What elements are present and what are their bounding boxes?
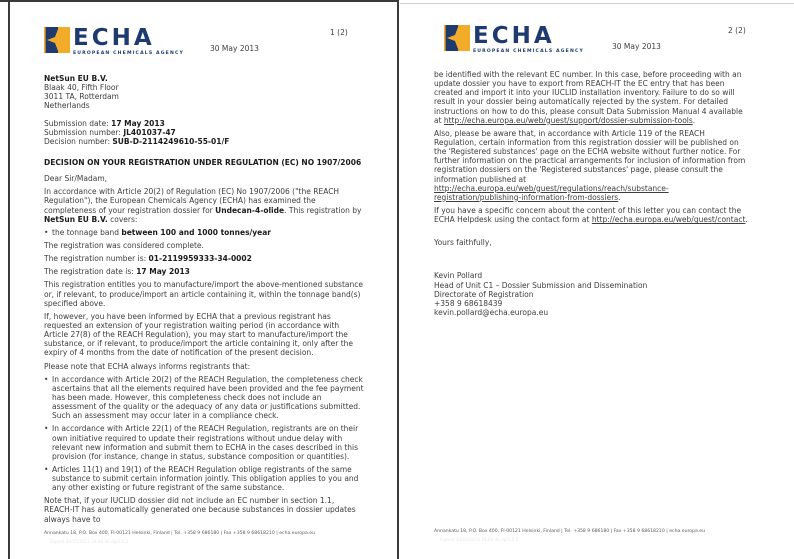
recipient-address-line: Netherlands — [44, 101, 90, 111]
echa-logo-icon — [444, 25, 470, 51]
echa-logo-subtitle: EUROPEAN CHEMICALS AGENCY — [473, 49, 584, 54]
recipient-address-block — [44, 74, 364, 111]
note-bullet-2: • In accordance with Article 22(1) of the REACH Regulation, registrants are on their own initiative required to update their registrations without undue delay with relevant new information and submit them to ECHA in the cases described in this provision (for instance, change in status, substance composition or quantities). — [44, 424, 364, 461]
echa-logo-text — [473, 25, 584, 55]
substance-name: Undecan-4-olide — [215, 205, 285, 215]
entitlement-paragraph: This registration entitles you to manufacture/import the above-mentioned substance or, if relevant, to produce/import an article containing it, within the tonnage band(s) specified above. — [44, 280, 363, 308]
page-number: 2 (2) — [728, 26, 746, 35]
company-name: NetSun EU B.V. — [44, 214, 108, 224]
registration-number-row: The registration number is: 01-2119959333-34-0002 — [44, 254, 252, 264]
closing-salutation: Yours faithfully, — [434, 238, 492, 248]
page1-body — [44, 74, 364, 528]
letter-date: 30 May 2013 — [612, 42, 661, 51]
helpdesk-paragraph: If you have a specific concern about the content of this letter you can contact the ECHA Helpdesk using the contact form at http://echa.europa.eu/web/guest/contact. — [434, 205, 748, 225]
publishing-information-link[interactable]: http://echa.europa.eu/web/guest/regulations/reach/substance-registration/publishing-information-from-dossiers — [434, 183, 669, 202]
page-number: 1 (2) — [330, 28, 348, 37]
decision-heading: DECISION ON YOUR REGISTRATION UNDER REGULATION (EC) NO 1907/2006 — [44, 157, 362, 167]
echa-logo-icon — [44, 27, 70, 53]
letter-page-1 — [10, 2, 397, 557]
ec-number-note: Note that, if your IUCLID dossier did not include an EC number in section 1.1, REACH-IT has automatically generated one because substances in dossier updates always have to — [44, 496, 356, 524]
letter-page-2 — [399, 2, 794, 557]
page1-signature-stamp: Signed 30/05/2013 18.04.46 dg/1.5.2 — [50, 539, 129, 544]
echa-logo-text — [73, 27, 184, 57]
note-bullet-3: • Articles 11(1) and 19(1) of the REACH Regulation oblige registrants of the same substance to submit certain information jointly. This obligation applies to you and any other existing or future registrant of the same substance. — [44, 465, 364, 492]
signer-name: Kevin Pollard — [434, 271, 483, 281]
submission-meta-block — [44, 119, 364, 146]
echa-logo-subtitle: EUROPEAN CHEMICALS AGENCY — [73, 51, 184, 56]
signer-directorate: Directorate of Registration — [434, 289, 534, 299]
completeness-statement: The registration was considered complete. — [44, 240, 204, 250]
registration-number: 01-2119959333-34-0002 — [148, 254, 252, 264]
page2-signature-stamp: Signed 30/05/2013 18.04.46 dg/1.5.2 — [440, 537, 519, 542]
bullet-icon — [44, 424, 52, 461]
echa-logo — [444, 25, 584, 55]
ec-number-continuation-paragraph: be identified with the relevant EC number. In this case, before proceeding with an update dossier you have to export from REACH-IT the EC entry that has been created and import it into your IUCLID installation inventory. Failure to do so will result in your dossier being automatically rejected by the system. For detailed instructions on how to do this, please consult Data Submission Manual 4 available at http://echa.europa.eu/web/guest/support/dossier-submission-tools. — [434, 70, 743, 125]
recipient-address-line: Blaak 40, Fifth Floor — [44, 83, 119, 93]
waiting-period-paragraph: If, however, you have been informed by ECHA that a previous registrant has requested an extension of your registration waiting period (in accordance with Article 27(8) of the REACH Regulation), you may start to manufacture/import the substance, or if relevant, to produce/import the article containing it, only after the expiry of 4 months from the date of notification of the present decision. — [44, 311, 354, 358]
signature-block — [434, 271, 748, 317]
note-intro: Please note that ECHA always informs registrants that: — [44, 361, 251, 371]
bullet-icon — [44, 465, 52, 492]
submission-number-row: Submission number: JL401037-47 — [44, 127, 176, 137]
tonnage-bullet: • the tonnage band between 100 and 1000 tonnes/year — [44, 228, 364, 237]
signer-phone: +358 9 68618439 — [434, 298, 503, 308]
dossier-submission-tools-link[interactable]: http://echa.europa.eu/web/guest/support/dossier-submission-tools — [443, 115, 693, 125]
page1-footer: Annankatu 18, P.O. Box 400, FI-00121 Helsinki, Finland | Tel. +358 9 686180 | Fax +358 9 68618210 | echa.europa.eu — [44, 531, 316, 536]
page2-footer: Annankatu 18, P.O. Box 400, FI-00121 Helsinki, Finland | Tel. +358 9 686180 | Fax +358 9 68618210 | echa.europa.eu — [434, 529, 706, 534]
signer-email: kevin.pollard@echa.europa.eu — [434, 307, 549, 317]
note-bullet-1: • In accordance with Article 20(2) of the REACH Regulation, the completeness check ascertains that all the elements required have been provided and the fee payment has been made. However, this completeness check does not include an assessment of the quality or the adequacy of any data or justifications submitted. Such an assessment may occur later in a compliance check. — [44, 375, 364, 421]
salutation: Dear Sir/Madam, — [44, 174, 108, 184]
echa-logo-name: ECHA — [473, 23, 555, 49]
page2-body — [434, 70, 748, 317]
bullet-icon — [44, 228, 52, 237]
intro-paragraph: In accordance with Article 20(2) of Regulation (EC) No 1907/2006 ("the REACH Regulation"), the European Chemicals Agency (ECHA) has examined the completeness of your registration dossier for Undecan-4-olide. This registration by NetSun EU B.V. covers: — [44, 187, 362, 224]
decision-number-row: Decision number: SUB-D-2114249610-55-01/F — [44, 136, 230, 146]
publication-paragraph: Also, please be aware that, in accordance with Article 119 of the REACH Regulation, certain information from this registration dossier will be published on the 'Registered substances' page on the ECHA website without further notice. For further information on the practical arrangements for inclusion of information from registration dossiers on the 'Registered substances' page, please consult the information published at http://echa.europa.eu/web/guest/regulations/reach/substance-registration/publishing-information-from-dossiers. — [434, 128, 746, 202]
letter-date: 30 May 2013 — [210, 44, 259, 53]
signer-title: Head of Unit C1 – Dossier Submission and Dissemination — [434, 280, 648, 290]
submission-date-row: Submission date: 17 May 2013 — [44, 118, 165, 128]
registration-date-row: The registration date is: 17 May 2013 — [44, 267, 190, 277]
bullet-icon — [44, 375, 52, 421]
registration-date: 17 May 2013 — [136, 267, 190, 277]
recipient-name: NetSun EU B.V. — [44, 74, 108, 83]
echa-logo-name: ECHA — [73, 25, 155, 51]
echa-logo — [44, 27, 184, 57]
recipient-address-line: 3011 TA, Rotterdam — [44, 92, 119, 102]
contact-form-link[interactable]: http://echa.europa.eu/web/guest/contact — [591, 215, 746, 225]
